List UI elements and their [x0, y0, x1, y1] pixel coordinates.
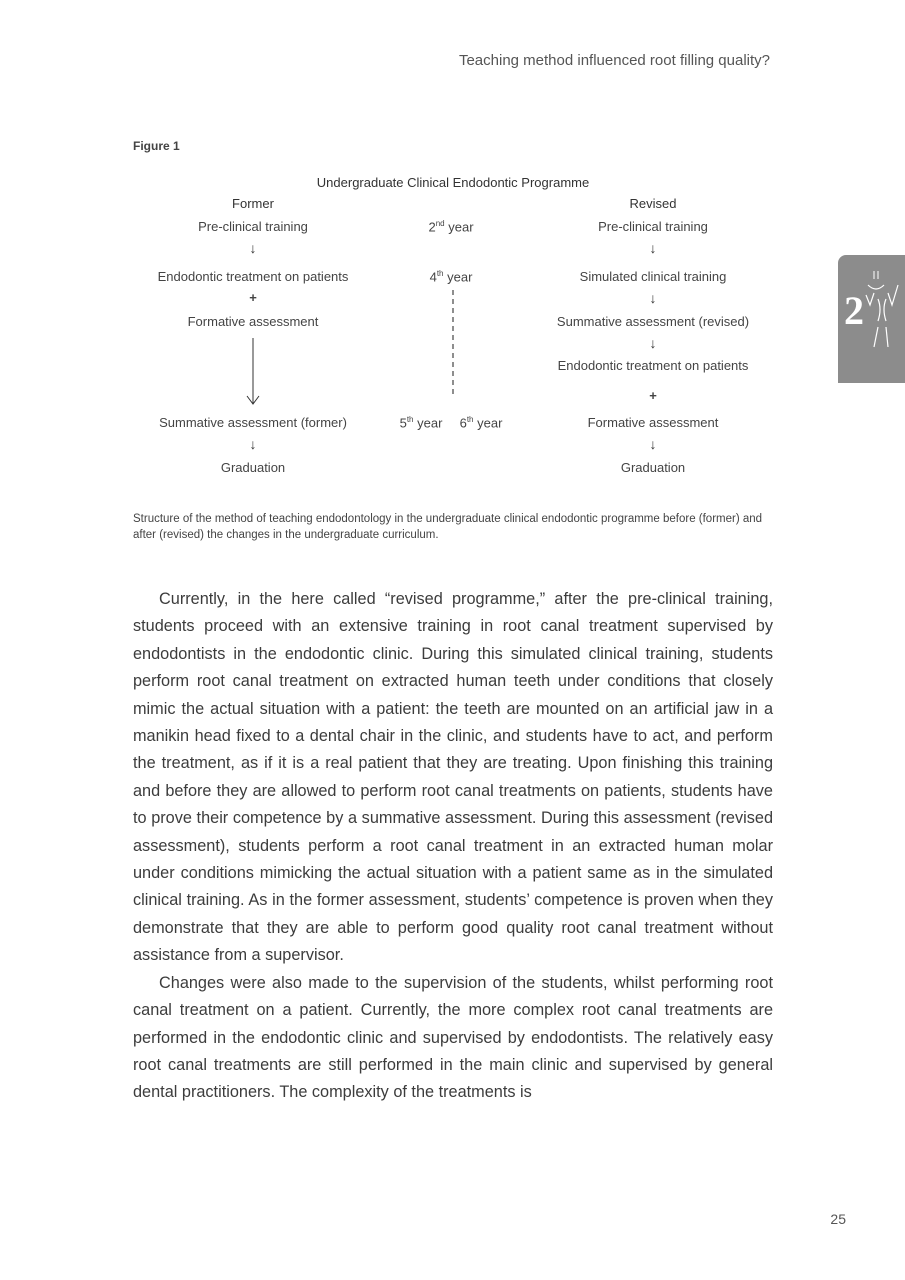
year-word: year [444, 219, 474, 235]
former-step-treatment: Endodontic treatment on patients [157, 269, 349, 284]
year-word: year [443, 269, 473, 285]
revised-step-treatment: Endodontic treatment on patients [557, 358, 749, 373]
page-number: 25 [830, 1211, 846, 1227]
down-arrow-icon: ↓ [649, 240, 657, 256]
former-heading: Former [232, 196, 274, 211]
long-down-arrow-icon [243, 336, 263, 408]
chapter-number: 2 [844, 288, 864, 333]
year-2-label [428, 219, 473, 234]
revised-step-formative: Formative assessment [587, 415, 719, 430]
down-arrow-icon: ↓ [249, 240, 257, 256]
chapter-side-tab [838, 255, 905, 383]
year-word: year [413, 415, 443, 431]
year-5-num: 5 [399, 415, 407, 431]
year-6-sup: th [466, 415, 474, 424]
paragraph: Currently, in the here called “revised programme,” after the pre-clinical training, students proceed with an extensive training in root canal treatment supervised by endodontists in the endodontic clinic. During this simulated clinical training, students perform root canal treatment on extracted human teeth under conditions that closely mimic the actual situation with a patient: the teeth are mounted on an artificial jaw in a manikin head fixed to a dental chair in the clinic, and students have to act, and perform the treatment, as if it is a real patient that they are treating. Upon finishing this training and before they are allowed to perform root canal treatments on patients, students have to prove their competence by a summative assessment. During this assessment (revised assessment), students perform a root canal treatment in an extracted human molar under conditions mimicking the actual situation with a patient same as in the simulated clinical training. As in the former assessment, students’ competence is proven when they demonstrate that they are able to perform good quality root canal treatment without assistance from a supervisor. [133, 590, 773, 965]
former-step-formative: Formative assessment [187, 314, 319, 329]
year-6-num: 6 [459, 415, 467, 431]
year-2-sup: nd [435, 219, 445, 228]
revised-heading: Revised [629, 196, 677, 211]
down-arrow-icon: ↓ [649, 290, 657, 306]
body-text [133, 586, 773, 1107]
revised-step-summative: Summative assessment (revised) [556, 314, 750, 329]
year-6-label [460, 415, 503, 430]
year-4-label [430, 269, 473, 284]
former-step-summative: Summative assessment (former) [159, 415, 347, 430]
stick-figure-icon [860, 265, 902, 365]
revised-step-graduation: Graduation [620, 460, 686, 475]
down-arrow-icon: ↓ [249, 436, 257, 452]
plus-icon: + [649, 388, 657, 403]
down-arrow-icon: ↓ [649, 436, 657, 452]
programme-diagram [0, 0, 905, 500]
figure-caption: Structure of the method of teaching endodontology in the undergraduate clinical endodontic programme before (former) and after (revised) the changes in the undergraduate curriculum. [133, 513, 763, 541]
year-2-num: 2 [428, 219, 436, 235]
revised-step-simulated: Simulated clinical training [579, 269, 727, 284]
dashed-divider [450, 290, 456, 396]
year-word: year [473, 415, 503, 431]
former-step-preclinical: Pre-clinical training [198, 219, 308, 234]
figure-label: Figure 1 [133, 139, 180, 153]
year-4-num: 4 [429, 269, 437, 285]
year-4-sup: th [436, 269, 444, 278]
year-5-label [400, 415, 443, 430]
year-5-sup: th [406, 415, 414, 424]
former-step-graduation: Graduation [220, 460, 286, 475]
paragraph: Changes were also made to the supervision of the students, whilst performing root canal treatment on a patient. Currently, the more complex root canal treatments are performed in the endodontic clinic and supervised by endodontists. The relatively easy root canal treatments are still performed in the main clinic and supervised by general dental practitioners. The complexity of the treatments is [133, 973, 773, 1102]
running-title: Teaching method influenced root filling quality? [458, 52, 770, 69]
plus-icon: + [249, 290, 257, 305]
diagram-title: Undergraduate Clinical Endodontic Programme [316, 175, 590, 190]
revised-step-preclinical: Pre-clinical training [598, 219, 708, 234]
down-arrow-icon: ↓ [649, 335, 657, 351]
